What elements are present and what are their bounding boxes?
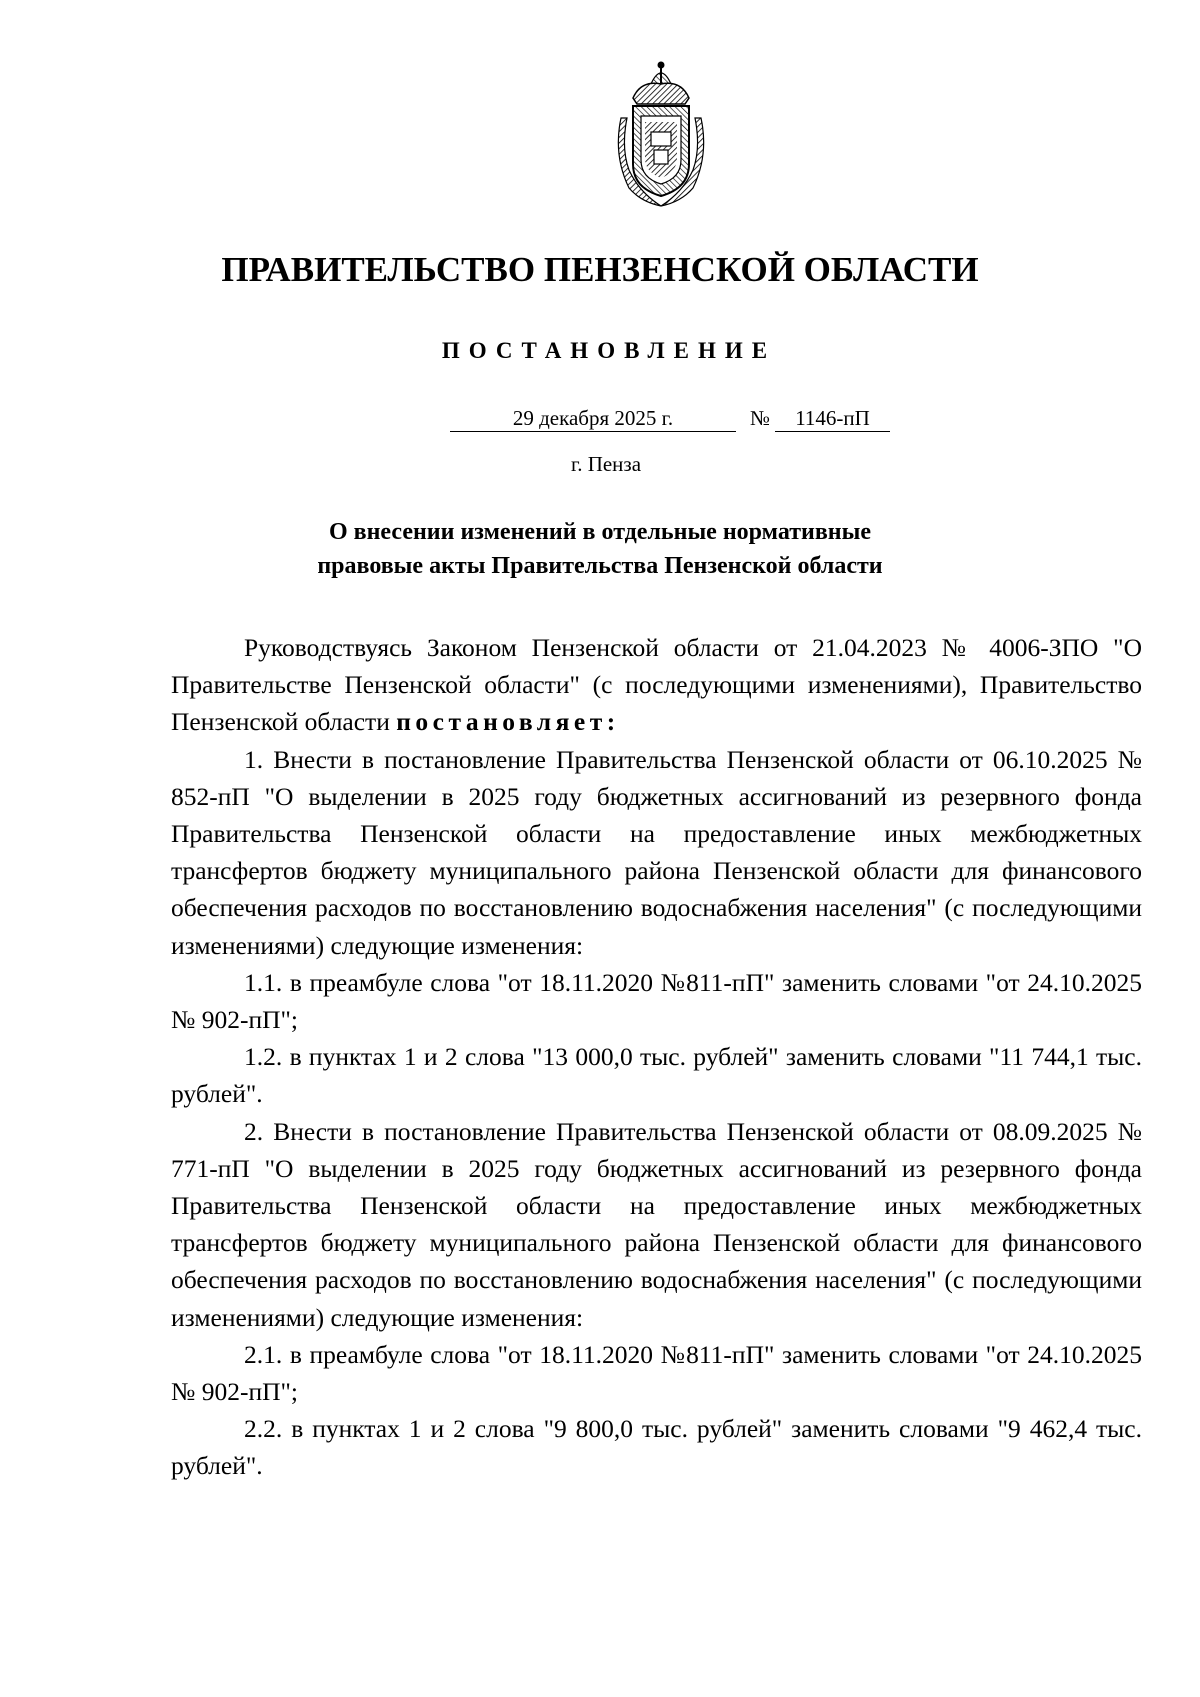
subject-line-1: О внесении изменений в отдельные нормативные xyxy=(328,519,872,545)
city: г. Пенза xyxy=(570,452,642,476)
number-sign: № xyxy=(749,406,771,430)
document-number: 1146-пП xyxy=(775,405,890,432)
government-name: ПРАВИТЕЛЬСТВО ПЕНЗЕНСКОЙ ОБЛАСТИ xyxy=(221,250,979,289)
subject-line-2: правовые акты Правительства Пензенской области xyxy=(317,553,883,579)
paragraph-1: 1. Внести в постановление Правительства Пензенской области от 06.10.2025 № 852-пП "О выделении в 2025 году бюджетных ассигнований из резервного фонда Правительства Пензенской области на предоставление иных межбюджетных трансфертов бюджету муниципального района Пензенской области для финансового обеспечения расходов по восстановлению водоснабжения населения" (с последующими изменениями) следующие изменения: xyxy=(171,744,1142,960)
paragraph-1-1: 1.1. в преамбуле слова "от 18.11.2020 №811-пП" заменить словами "от 24.10.2025 № 902-пП"; xyxy=(171,967,1142,1035)
document-subject xyxy=(0,515,1200,583)
decree-word: постановляет: xyxy=(396,707,620,737)
paragraph-2-2: 2.2. в пунктах 1 и 2 слова "9 800,0 тыс. рублей" заменить словами "9 462,4 тыс. рублей". xyxy=(171,1414,1142,1481)
coat-of-arms-icon xyxy=(611,60,711,210)
preamble-text: Руководствуясь Законом Пензенской области от 21.04.2023 № 4006-ЗПО "О Правительстве Пензенской области" (с последующими изменениями), Правительство Пензенской области xyxy=(171,633,1142,737)
preamble-paragraph xyxy=(171,629,1142,741)
document-body xyxy=(171,629,1142,1485)
paragraph-2: 2. Внести в постановление Правительства Пензенской области от 08.09.2025 № 771-пП "О выделении в 2025 году бюджетных ассигнований из резервного фонда Правительства Пензенской области на предоставление иных межбюджетных трансфертов бюджету муниципального района Пензенской области для финансового обеспечения расходов по восстановлению водоснабжения населения" (с последующими изменениями) следующие изменения: xyxy=(171,1116,1142,1332)
paragraph-2-1: 2.1. в преамбуле слова "от 18.11.2020 №811-пП" заменить словами "от 24.10.2025 № 902-пП"; xyxy=(171,1339,1142,1407)
document-date: 29 декабря 2025 г. xyxy=(450,405,736,432)
paragraph-1-2: 1.2. в пунктах 1 и 2 слова "13 000,0 тыс. рублей" заменить словами "11 744,1 тыс. рублей". xyxy=(171,1042,1142,1109)
document-type: ПОСТАНОВЛЕНИЕ xyxy=(441,338,777,363)
